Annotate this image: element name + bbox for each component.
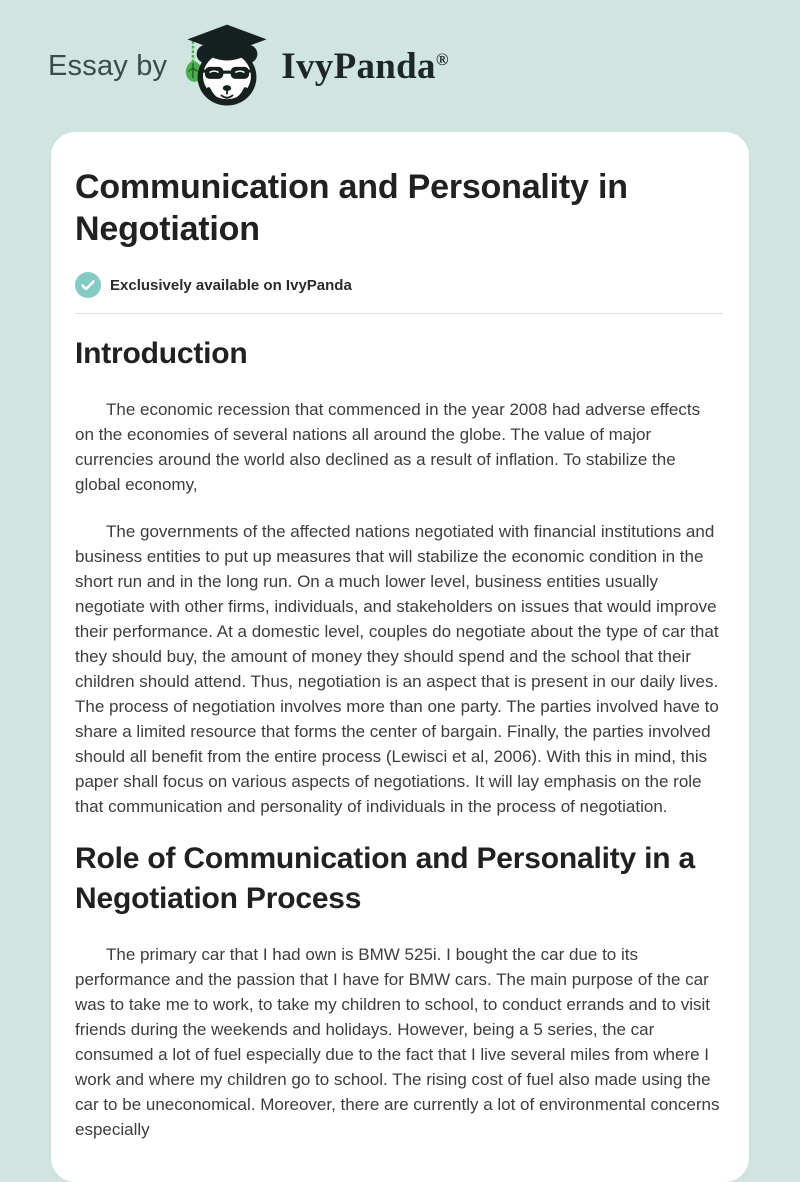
- brand-logo-link[interactable]: [181, 20, 448, 112]
- essay-by-label: Essay by: [48, 49, 168, 82]
- divider: [75, 313, 723, 314]
- paragraph: The governments of the affected nations negotiated with financial institutions and business entities to put up measures that will stabilize the economic condition in the short run and in the long run. On a much lower level, business entities usually negotiate with other firms, individuals, and stakeholders on issues that would improve their performance. At a domestic level, couples do negotiate about the type of car that they should buy, the amount of money they should spend and the school that their children should attend. Thus, negotiation is an aspect that is present in our daily lives. The process of negotiation involves more than one party. The parties involved have to share a limited resource that forms the center of bargain. Finally, the parties involved should all benefit from the entire process (Lewisci et al, 2006). With this in mind, this paper shall focus on various aspects of negotiations. It will lay emphasis on the role that communication and personality of individuals in the process of negotiation.: [75, 522, 719, 816]
- site-header: [0, 0, 800, 132]
- essay-card: [51, 132, 749, 1182]
- essay-title: Communication and Personality in Negotiation: [75, 168, 628, 248]
- section-heading: Introduction: [75, 337, 248, 370]
- availability-badge-label: Exclusively available on IvyPanda: [110, 276, 352, 294]
- paragraph: The primary car that I had own is BMW 525i. I bought the car due to its performance and the passion that I have for BMW cars. The main purpose of the car was to take me to work, to take my children to school, to conduct errands and to visit friends during the weekends and holidays. However, being a 5 series, the car consumed a lot of fuel especially due to the fact that I live several miles from where I work and where my children go to school. The rising cost of fuel also made using the car to be uneconomical. Moreover, there are currently a lot of environmental concerns especially: [75, 945, 720, 1139]
- registered-trademark-symbol: ®: [435, 50, 449, 69]
- availability-badge: [75, 272, 723, 298]
- paragraph: The economic recession that commenced in the year 2008 had adverse effects on the economies of several nations all around the globe. The value of major currencies around the world also declined as a result of inflation. To stabilize the global economy,: [75, 400, 701, 494]
- check-icon: [75, 272, 101, 298]
- brand-wordmark: IvyPanda: [281, 45, 436, 87]
- section-introduction: [75, 334, 723, 819]
- ivypanda-panda-logo-icon: [181, 20, 273, 112]
- section-role-of-communication: [75, 839, 723, 1142]
- section-heading: Role of Communication and Personality in a Negotiation Process: [75, 842, 696, 915]
